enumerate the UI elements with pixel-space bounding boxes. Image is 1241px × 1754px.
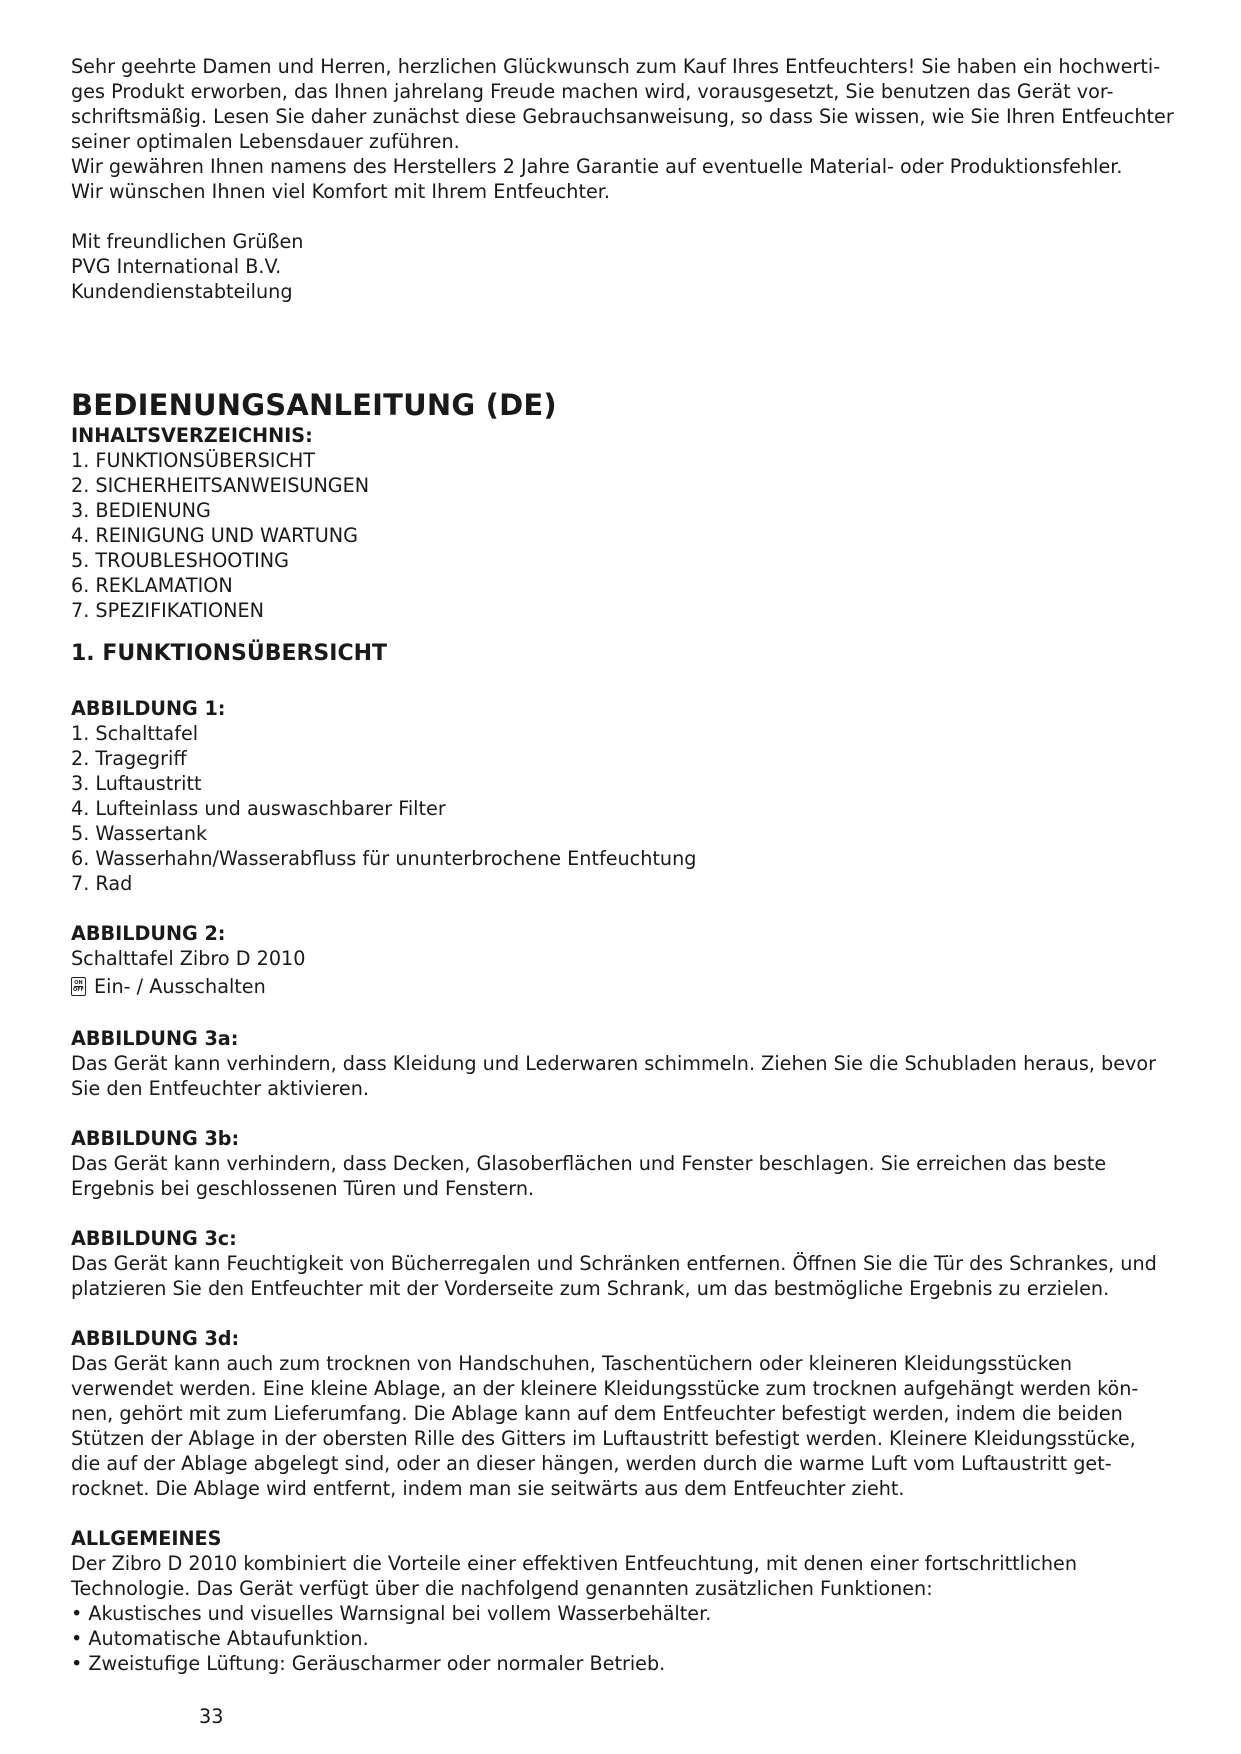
list-item: 7. Rad (71, 872, 133, 895)
paragraph-line: Technologie. Das Gerät verfügt über die nachfolgend genannten zusätzlichen Funktionen: (71, 1577, 933, 1600)
paragraph-line: Das Gerät kann Feuchtigkeit von Bücherregalen und Schränken entfernen. Öffnen Sie die Tür des Schrankes, und (71, 1252, 1157, 1275)
list-item: 4. Lufteinlass und auswaschbarer Filter (71, 797, 446, 820)
toc-item: 4. REINIGUNG UND WARTUNG (71, 524, 359, 547)
paragraph-line: Das Gerät kann auch zum trocknen von Handschuhen, Taschentüchern oder kleineren Kleidungsstücken (71, 1352, 1073, 1375)
document-page (71, 54, 1191, 1676)
list-item: 1. Schalttafel (71, 722, 199, 745)
general-block (71, 1526, 1191, 1676)
toc-item: 7. SPEZIFIKATIONEN (71, 599, 264, 622)
paragraph-line: rocknet. Die Ablage wird entfernt, indem man sie seitwärts aus dem Entfeuchter zieht. (71, 1477, 905, 1500)
section-heading: 1. FUNKTIONSÜBERSICHT (71, 641, 388, 666)
intro-line: seiner optimalen Lebensdauer zuführen. (71, 130, 460, 153)
signature-greeting: Mit freundlichen Grüßen (71, 230, 304, 253)
toc-item: 1. FUNKTIONSÜBERSICHT (71, 449, 315, 472)
power-switch-row (71, 971, 1191, 1001)
intro-paragraph (71, 54, 1191, 204)
figure-3d-block (71, 1326, 1191, 1501)
figure-heading: ABBILDUNG 3b: (71, 1127, 240, 1150)
paragraph-line: Der Zibro D 2010 kombiniert die Vorteile einer effektiven Entfeuchtung, mit denen einer fortschrittlichen (71, 1552, 1078, 1575)
figure-heading: ABBILDUNG 3a: (71, 1027, 239, 1050)
power-switch-label: Ein- / Ausschalten (94, 974, 266, 998)
list-item: 5. Wassertank (71, 822, 208, 845)
figure-heading: ABBILDUNG 3d: (71, 1327, 240, 1350)
signature-department: Kundendienstabteilung (71, 280, 293, 303)
control-panel-subtitle: Schalttafel Zibro D 2010 (71, 947, 306, 970)
paragraph-line: Das Gerät kann verhindern, dass Decken, Glasoberflächen und Fenster beschlagen. Sie erreichen das beste (71, 1152, 1107, 1175)
on-off-icon-off: OFF (72, 986, 85, 993)
signature-block (71, 229, 1191, 304)
paragraph-line: Das Gerät kann verhindern, dass Kleidung und Lederwaren schimmeln. Ziehen Sie die Schubladen heraus, bevor (71, 1052, 1157, 1075)
signature-company: PVG International B.V. (71, 255, 282, 278)
figure-3c-block (71, 1226, 1191, 1301)
paragraph-line: Ergebnis bei geschlossenen Türen und Fenstern. (71, 1177, 535, 1200)
table-of-contents (71, 423, 1191, 623)
figure-1-block (71, 696, 1191, 896)
list-item: 6. Wasserhahn/Wasserabfluss für ununterbrochene Entfeuchtung (71, 847, 697, 870)
figure-3b-block (71, 1126, 1191, 1201)
toc-item: 6. REKLAMATION (71, 574, 233, 597)
paragraph-line: verwendet werden. Eine kleine Ablage, an der kleinere Kleidungsstücke zum trocknen aufgehängt werden kön- (71, 1377, 1139, 1400)
bullet-item: • Automatische Abtaufunktion. (71, 1627, 369, 1650)
on-off-icon-on: ON (74, 979, 83, 986)
toc-item: 5. TROUBLESHOOTING (71, 549, 289, 572)
on-off-icon (71, 977, 86, 996)
figure-heading: ABBILDUNG 2: (71, 922, 226, 945)
figure-3a-block (71, 1026, 1191, 1101)
intro-line: Sehr geehrte Damen und Herren, herzlichen Glückwunsch zum Kauf Ihres Entfeuchters! Sie haben ein hochwerti- (71, 55, 1161, 78)
paragraph-line: nen, gehört mit zum Lieferumfang. Die Ablage kann auf dem Entfeuchter befestigt werden, indem die beiden (71, 1402, 1123, 1425)
paragraph-line: Stützen der Ablage in der obersten Rille des Gitters im Luftaustritt befestigt werden. Kleinere Kleidungsstücke, (71, 1427, 1136, 1450)
list-item: 3. Luftaustritt (71, 772, 202, 795)
general-heading: ALLGEMEINES (71, 1527, 222, 1550)
figure-2-block (71, 921, 1191, 1001)
intro-line: Wir gewähren Ihnen namens des Herstellers 2 Jahre Garantie auf eventuelle Material- oder Produktionsfehler. (71, 155, 1123, 178)
intro-line: Wir wünschen Ihnen viel Komfort mit Ihrem Entfeuchter. (71, 180, 610, 203)
paragraph-line: Sie den Entfeuchter aktivieren. (71, 1077, 369, 1100)
paragraph-line: platzieren Sie den Entfeuchter mit der Vorderseite zum Schrank, um das bestmögliche Ergebnis zu erzielen. (71, 1277, 1110, 1300)
manual-title: BEDIENUNGSANLEITUNG (DE) (71, 388, 557, 422)
toc-heading: INHALTSVERZEICHNIS: (71, 424, 313, 447)
bullet-item: • Akustisches und visuelles Warnsignal bei vollem Wasserbehälter. (71, 1602, 712, 1625)
toc-item: 2. SICHERHEITSANWEISUNGEN (71, 474, 370, 497)
toc-item: 3. BEDIENUNG (71, 499, 211, 522)
page-number: 33 (199, 1705, 224, 1728)
list-item: 2. Tragegriff (71, 747, 187, 770)
paragraph-line: die auf der Ablage abgelegt sind, oder an dieser hängen, werden durch die warme Luft vom Luftaustritt get- (71, 1452, 1112, 1475)
intro-line: ges Produkt erworben, das Ihnen jahrelang Freude machen wird, vorausgesetzt, Sie benutzen das Gerät vor- (71, 80, 1114, 103)
bullet-item: • Zweistufige Lüftung: Geräuscharmer oder normaler Betrieb. (71, 1652, 666, 1675)
figure-heading: ABBILDUNG 3c: (71, 1227, 237, 1250)
intro-line: schriftsmäßig. Lesen Sie daher zunächst diese Gebrauchsanweisung, so dass Sie wissen, wie Sie Ihren Entfeuchter (71, 105, 1174, 128)
figure-heading: ABBILDUNG 1: (71, 697, 226, 720)
